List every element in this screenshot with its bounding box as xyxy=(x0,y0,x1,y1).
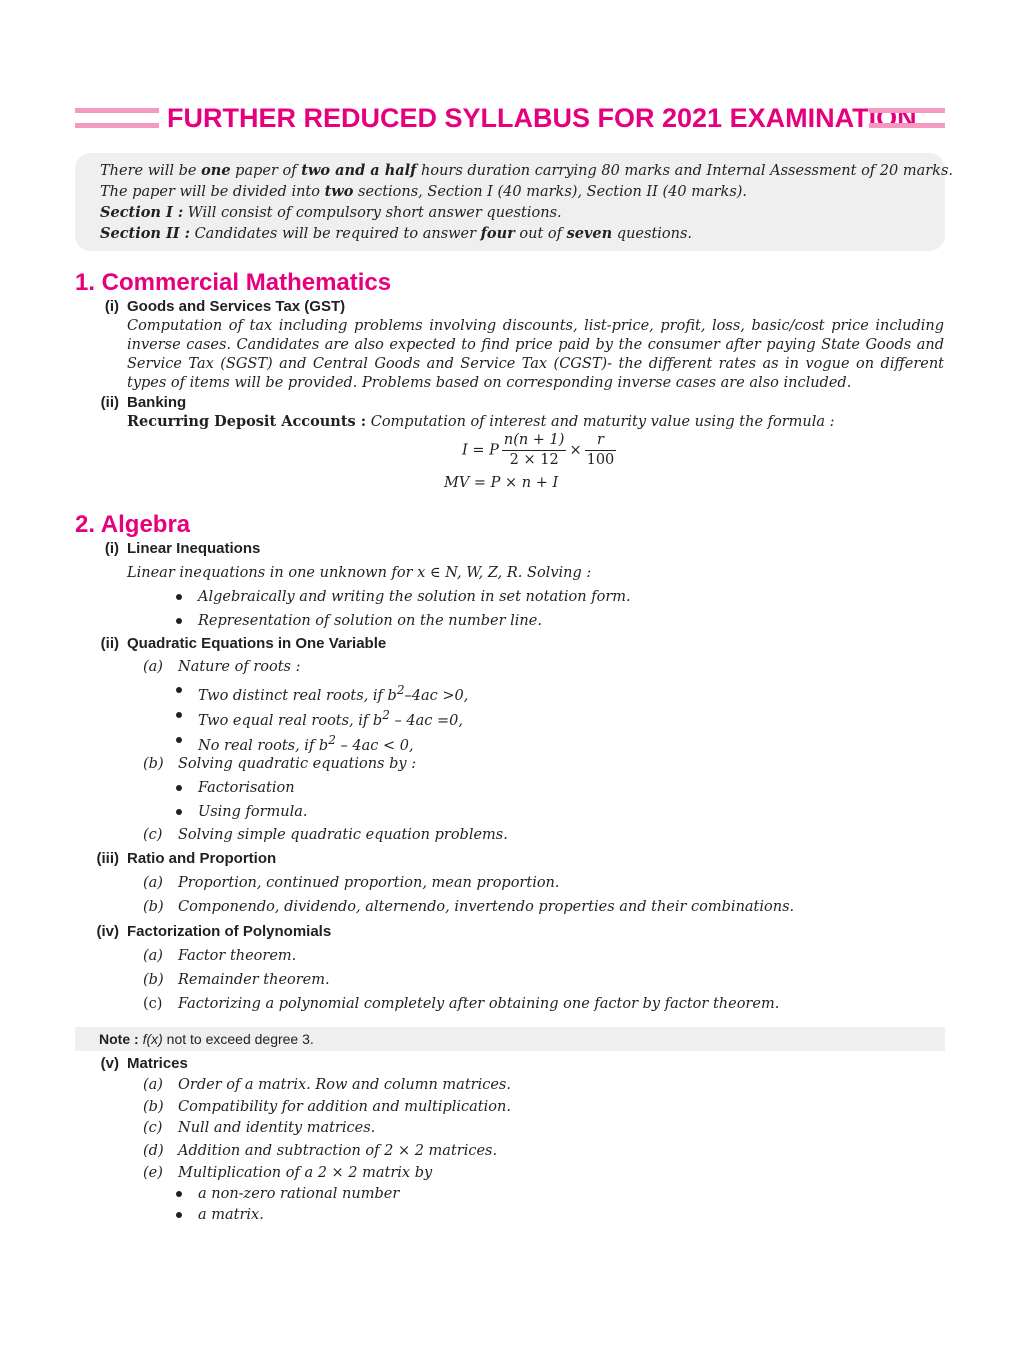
sub-text: Nature of roots : xyxy=(178,659,301,675)
bullet-text: Factorisation xyxy=(198,780,295,796)
bullet-icon xyxy=(176,1191,182,1197)
bullet-text: Two distinct real roots, if $b^2-4ac >0$, xyxy=(198,683,469,704)
bullet-icon xyxy=(176,737,182,743)
sub-mark: (a) xyxy=(143,1077,163,1093)
bullet-text: Using formula. xyxy=(198,804,308,820)
item-number: (ii) xyxy=(100,394,119,411)
maturity-value-formula: MV = P × n + I xyxy=(444,475,559,491)
item-number: (i) xyxy=(104,298,119,315)
bullet-text: a matrix. xyxy=(198,1207,264,1223)
sub-text: Factorizing a polynomial completely after obtaining one factor by factor theorem. xyxy=(178,996,780,1012)
item-number: (v) xyxy=(100,1055,119,1072)
bullet-icon xyxy=(176,712,182,718)
bullet-text: Algebraically and writing the solution in set notation form. xyxy=(198,589,631,605)
bullet-text: No real roots, if $b^2 - 4ac < 0$, xyxy=(198,733,414,754)
sub-mark: (a) xyxy=(143,659,163,675)
subheading-quadratic: Quadratic Equations in One Variable xyxy=(127,635,387,652)
sub-text: Order of a matrix. Row and column matrices. xyxy=(178,1077,511,1093)
sub-mark: (a) xyxy=(143,948,163,964)
intro-line-4: Section II : Candidates will be required to answer four out of seven questions. xyxy=(100,225,693,242)
interest-formula: I = P $\frac{n(n + 1)}{2 \times 12}$ × $\frac{r}{100}$ xyxy=(462,432,615,468)
page-title: FURTHER REDUCED SYLLABUS FOR 2021 EXAMINATION xyxy=(167,103,917,133)
sub-text: Addition and subtraction of 2 × 2 matrices. xyxy=(178,1143,498,1159)
note-text: Note : f(x) not to exceed degree 3. xyxy=(99,1031,314,1047)
sub-text: Componendo, dividendo, alternendo, invertendo properties and their combinations. xyxy=(178,899,795,915)
intro-line-2: The paper will be divided into two sections, Section I (40 marks), Section II (40 marks). xyxy=(100,183,748,200)
subheading-factorization: Factorization of Polynomials xyxy=(127,923,332,940)
linear-intro: Linear inequations in one unknown for x ∈ N, W, Z, R. Solving : xyxy=(127,565,592,581)
title-stripe-right xyxy=(869,108,945,128)
sub-mark: (c) xyxy=(143,827,163,843)
sub-text: Solving quadratic equations by : xyxy=(178,756,417,772)
sub-mark: (b) xyxy=(143,899,164,915)
item-number: (ii) xyxy=(100,635,119,652)
item-number: (i) xyxy=(104,540,119,557)
bullet-icon xyxy=(176,618,182,624)
bullet-icon xyxy=(176,785,182,791)
subheading-ratio: Ratio and Proportion xyxy=(127,850,277,867)
bullet-text: a non-zero rational number xyxy=(198,1186,400,1202)
sub-mark: (b) xyxy=(143,972,164,988)
item-number: (iii) xyxy=(96,850,119,867)
sub-text: Solving simple quadratic equation problems. xyxy=(178,827,508,843)
title-stripe-left xyxy=(75,108,159,128)
subheading-matrices: Matrices xyxy=(127,1055,188,1072)
sub-text: Null and identity matrices. xyxy=(178,1120,376,1136)
bullet-icon xyxy=(176,1212,182,1218)
sub-text: Remainder theorem. xyxy=(178,972,330,988)
item-number: (iv) xyxy=(96,923,119,940)
section-heading-commercial-mathematics: 1. Commercial Mathematics xyxy=(75,269,392,296)
bullet-icon xyxy=(176,594,182,600)
subheading-banking: Banking xyxy=(127,394,187,411)
intro-line-3: Section I : Will consist of compulsory short answer questions. xyxy=(100,204,562,221)
bullet-icon xyxy=(176,809,182,815)
sub-text: Proportion, continued proportion, mean proportion. xyxy=(178,875,560,891)
sub-text: Compatibility for addition and multiplication. xyxy=(178,1099,511,1115)
bullet-text: Two equal real roots, if $b^2 - 4ac =0$, xyxy=(198,708,463,729)
sub-mark: (e) xyxy=(143,1165,163,1181)
sub-mark: (c) xyxy=(143,996,163,1012)
sub-mark: (c) xyxy=(143,1120,163,1136)
sub-text: Factor theorem. xyxy=(178,948,297,964)
sub-mark: (b) xyxy=(143,756,164,772)
section-heading-algebra: 2. Algebra xyxy=(75,511,191,538)
subheading-gst: Goods and Services Tax (GST) xyxy=(127,298,346,315)
bullet-text: Representation of solution on the number line. xyxy=(198,613,542,629)
subheading-linear-inequations: Linear Inequations xyxy=(127,540,261,557)
recurring-deposit-line: Recurring Deposit Accounts : Computation of interest and maturity value using the formula : xyxy=(127,413,835,430)
gst-description: Computation of tax including problems involving discounts, list-price, profit, loss, basic/cost price including inverse cases. Candidates are also expected to find price paid by the consumer after paying State Goods and Service Tax (SGST) and Central Goods and Service Tax (CGST)- the different rates as in vogue on different types of items will be provided. Problems based on corresponding inverse cases are also included. xyxy=(127,318,944,391)
sub-text: Multiplication of a 2 × 2 matrix by xyxy=(178,1165,433,1181)
sub-mark: (d) xyxy=(143,1143,164,1159)
sub-mark: (b) xyxy=(143,1099,164,1115)
intro-line-1: There will be one paper of two and a half hours duration carrying 80 marks and Internal Assessment of 20 marks. xyxy=(100,162,953,179)
bullet-icon xyxy=(176,687,182,693)
sub-mark: (a) xyxy=(143,875,163,891)
